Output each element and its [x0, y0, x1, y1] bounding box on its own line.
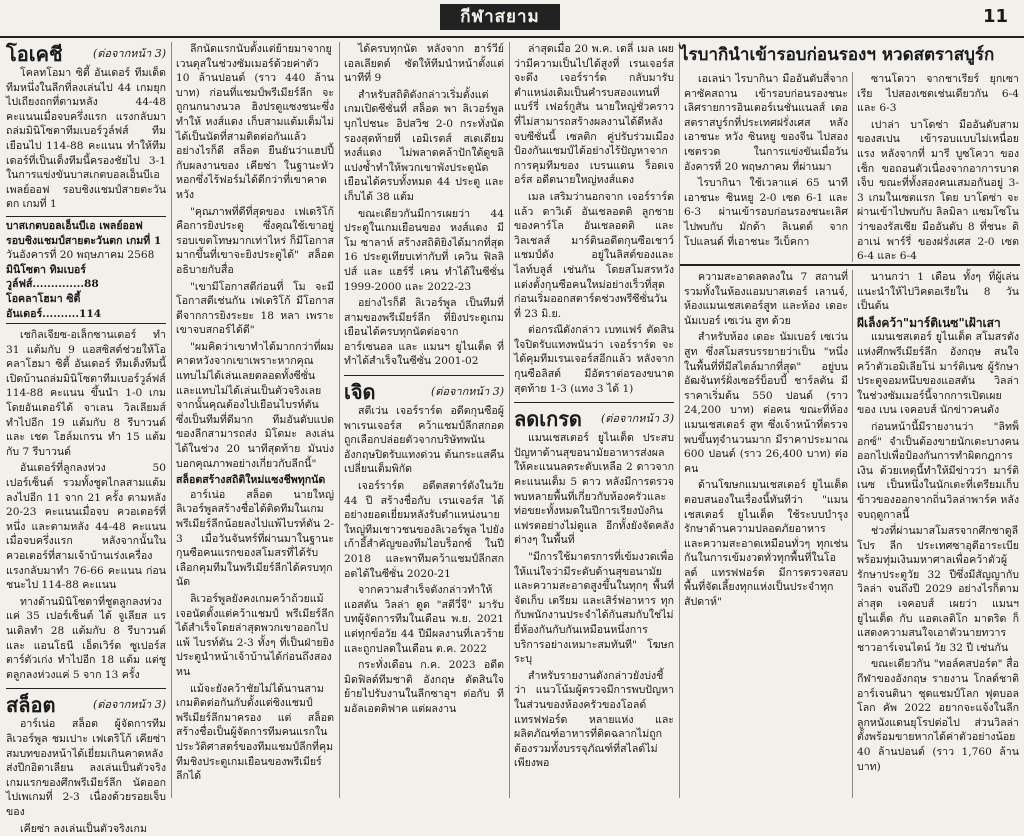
article-paragraph: อาร์เน่อ สล็อต นายใหญ่ลิเวอร์พูลสร้างชื่อได้ติดทีมในเกมพรีเมียร์ลีกน้อยลงไปแพ้ไบรท์ตัน 2-3 เมื่อวันจันทร์ที่ผ่านมาในฐานะกุนซือคนแรกของสโมสรที่ได้รับเลือกคุมทีมในพรีเมียร์ลีกได้ครบทุกนัด: [176, 488, 334, 590]
column-rule: [679, 42, 680, 798]
article-paragraph: สำหรับสถิติดังกล่าวเริ่มตั้งแต่เกมเปิดซีซั่นที่ สล็อต พา ลิเวอร์พูล บุกไปชนะ อิปสวิช 2-0 กระทั่งนัดรองสุดท้ายที่ เอมิเรตส์ สเตเดียม หงส์แดง ไม่พลาดคล้าปักใต้ดูขลิแปงซ้ำทำให้พวกเขาพังประตูนัดเยือนได้ครบทั้งหมด 44 ประตู และเก็บได้ 38 แต้ม: [344, 88, 504, 205]
article-headline: โอเคชี (ต่อจากหน้า 3): [6, 42, 166, 66]
section-divider: [6, 688, 166, 836]
section-title: กีฬาสยาม: [440, 4, 560, 30]
article-paragraph: ขณะเดียวกัน "ทอล์คสปอร์ต" สื่อกีฬาของอังกฤษ รายงาน โกลด์ชาติอาร์เจนตินา ชุดแชมป์โลก ฟุตบอลโลก คัพ 2022 อยากจะแจ้งในลีกลูกหนังแดนยุโรปต่อไป ส่วนวิลล่าตั้งพร้อมขายหากได้ค่าตัวอย่างน้อย 40 ล้านปอนด์ (ราว 1,760 ล้านบาท): [857, 657, 1019, 774]
article-paragraph: อย่างไรก็ดี ลิเวอร์พูล เป็นทีมที่สามของพรีเมียร์ลีก ที่ยิงประตูเกมเยือนได้ครบทุกนัดต่อจากอาร์เซนอล และ แมนฯ ยูไนเต็ด ที่ทำได้สำเร็จในซีซั่น 2001-02: [344, 296, 504, 369]
article-paragraph: แมนเชสเตอร์ ยูไนเต็ด ประสบปัญหาด้านสุขอนามัยอาหารส่งผลให้คะแนนลดระดับเหลือ 2 ดาวจากคะแนนเต็ม 5 ดาว หลังมีการตรวจพบหลายพื้นที่เกี่ยวกับห้องครัวและท่อขยะทั้งหมดในปีการเรียงบังกิน แฟรตอย่างไม่ดูแล อีกทั้งยังจัดคลังต่างๆ ในพื้นที่: [514, 431, 674, 548]
column-1: [6, 42, 166, 798]
article-paragraph: ทางด้านมินิโซตาที่ชูตลูกลงห่วงแค่ 35 เปอร์เซ็นต์ ได้ จูเลียส แรนเดิลทำ 28 แต้มกับ 8 รีบาวนด์ และ แอนโธนี เอ็ดเวิร์ด ซูเปอร์สตาร์ตัวเก่ง ทำไปอีก 18 แต้ม แต่ชูตลูกลงห่วงแค่ 5 จาก 13 ครั้ง: [6, 595, 166, 683]
article-paragraph: โคลทโอมา ซิตี้ อันเดอร์ ทีมเด็ดทีมหนึ่งในลีกที่ลงเล่นไป 44 เกมยุกไปเถียงถกที่ตามหลัง 44-48 คะแนนเมื่อจบครึ่งแรก แรงกลับมาถล่มมินิโซตาทีมเบอร์วูล์ฟส์ ทีมเยือนไป 114-88 คะแนน ทำให้ทีมเดอร์ที่เป็นเด็งทีมนี้ครองชัยไป 3-1 ในการแข่งขันบาสเกตบอลเอ็นบีเอ เพลย์ออฟ รอบชิงแชมป์สายตะวันตก เกมที่ 1: [6, 66, 166, 212]
tennis-headline: ไรบากินำเข้ารอบก่อนรองฯ หวดสตราสบูร์ก: [680, 44, 1018, 66]
article-paragraph: เปาล่า บาโดซ่า มืออันดับสามของสเปน เข้ารอบแบบไม่เหนื่อยแรง หลังจากที่ มารี บูซโควา ของเช็ก ขอถอนตัวเนื่องจากอาการบาดเจ็บ ขณะที่ทั้งสองคนเสมอกันอยู่ 3-3 เกมในเซตแรก โดย บาโดซ่า จะผ่านเข้าไปพบกับ ลิลมิลา แซมโซโนว่าของรัสเซีย มืออันดับ 8 ที่ชนะ ดิอาเน่ พาร์รี่ ของฝรั่งเศส 2-0 เซต 6-4 และ 6-4: [857, 118, 1019, 264]
article-paragraph: ไรบากินา ใช้เวลาแค่ 65 นาที เอาชนะ ซินหยู 2-0 เซต 6-1 และ 6-3 ผ่านเข้ารอบก่อนรองชนะเลิศ ไปพบกับ มักด้า ลิเนตต์ จากโปแลนด์ ที่เอาชนะ วีเบ็คกา: [684, 176, 848, 249]
article-headline: เจิด (ต่อจากหน้า 3): [344, 380, 504, 404]
continuation-note: (ต่อจากหน้า 3): [93, 42, 166, 66]
article-paragraph: แม้จะยังคว้าชัยไม่ได้นานสามเกมติดต่อกันกับตั้งแต่ชิงแชมป์พรีเมียร์ลีกมาครอง แต่ สล็อต สร้างชื่อเป็นผู้จัดการทีมคนแรกในประวัติศาสตร์ของทีมแชมป์ลีกที่คุมทีมชิงประตูเกมเยือนของพรีเมียร์ลีกได้: [176, 682, 334, 784]
article-paragraph: สตีเว่น เจอร์ราร์ด อดีตกุนซือผู้พาเรนเจอร์ส คว้าแชมป์ลีกสกอต ถูกเลือกปล่อยตัวจากบริษัทพนันอังกฤษปิดรับแทงด่วน ต้นกระแสคืนเปลี่ยนเต็มพิกัด: [344, 404, 504, 477]
quote-paragraph: "มีการใช้มาตรการที่เข้มงวดเพื่อให้แน่ใจว่ามีระดับด้านสุขอนามัย และความสะอาดสูงขึ้นในทุกๆ พื้นที่จัดเก็บ เตรียม และเสิร์ฟอาหาร ทุกกับพนักงานประจำได้กันสมกับใช่ไม่ยี่ห้องกันกับกันเหมือนหนึ่งการบริการอย่างเหมาะสมทันที" โฆษก ระบุ: [514, 550, 674, 667]
column-rule: [171, 42, 172, 798]
column-3: [344, 42, 504, 798]
article-paragraph: ได้ครบทุกนัด หลังจาก ฮาร์วีย์ เอลเลียตต์ ซัดให้ทีมนำหน้าตั้งแต่นาทีที่ 9: [344, 42, 504, 86]
article-paragraph: ล่าสุดเมื่อ 20 พ.ค. เดลี่ เมล เผยว่ามีความเป็นไปได้สูงที่ เรนเจอร์สจะดึง เจอร์ราร์ด กลับมารับตำแหน่งเดิมเป็นคำรบสองแทนที่ แบร์รี่ เฟอร์กูสัน นายใหญ่ชั่วคราวที่ไม่สามารถสร้างผลงานได้ดีหลังจบซีซั่นนี้ เซลติก คู่ปรับร่วมเมืองป้องกันแชมป์ได้อย่างไร้ปัญหาจากการคุมทีมของ เบรนแดน ร็อดเจอร์ส อดีตนายใหญ่หงส์แดง: [514, 42, 674, 188]
subheading: ผีเล็งคว้า"มาร์ติเนซ"เฝ้าเสา: [857, 316, 1019, 331]
column-2: [176, 42, 334, 798]
article-paragraph: จากความสำเร็จดังกล่าวทำให้แอสตัน วิลล่า ดูด "สตีวี่จี" มารับบทผู้จัดการทีมในเดือน พ.ย. 2021 แต่ทุกข์อวัย 44 ปีมีผลงานที่เลวร้าย และถูกปลดในเดือน ต.ค. 2022: [344, 583, 504, 656]
column-5: [684, 72, 848, 262]
score-box-line: บาสเกตบอลเอ็นบีเอ เพลย์ออฟ: [6, 219, 166, 234]
section-rule: [680, 264, 1020, 266]
continuation-note: (ต่อจากหน้า 3): [93, 693, 166, 717]
column-6: [857, 72, 1019, 262]
article-paragraph: ลีกนัดแรกนับตั้งแต่ย้ายมาจากยูเวนตุสในช่วงซัมเมอร์ด้วยค่าตัว 10 ล้านปอนด์ (ราว 440 ล้านบาท) ก่อนที่แชมป์พรีเมียร์ลีก จะถูกนกนางนวล ฮิงปรตูแซงชนะซึ่งทำให้ หงส์แดง เก็บสามแต้มเต็มไม่ได้เป็นนัดที่สามติดต่อกันแล้ว อย่างไรก็ดี สล็อต ยืนยันว่าแฮปปี้กับผลงานของ เคียซ่า ในฐานะหัวหอกซึ่งไร้ฟอร์มได้ดีกว่าที่เขาคาดหวัง: [176, 42, 334, 203]
score-box-line: วันอังคารที่ 20 พฤษภาคม 2568: [6, 248, 166, 263]
article-paragraph: ลิเวอร์พูลยังคงเกมคว้าถ้วยแม้เจอนัดตั้งแต่คว้าแชมป์ พรีเมียร์ลีก ได้สำเร็จโดยล่าสุดพวกเขาออกไปแพ้ ไบรท์ตัน 2-3 ทั้งๆ ที่เป็นฝ่ายยิงประตูนำหน้าเจ้าบ้านได้ก่อนถึงสองหน: [176, 592, 334, 680]
score-box: [6, 216, 166, 324]
score-line: โอคลาโฮมา ซิตี้ อันเดอร์..........114: [6, 292, 166, 321]
article-paragraph: อาร์เน่อ สล็อต ผู้จัดการทีมลิเวอร์พูล ชมเปาะ เฟเดริโก้ เคียซ่า สมบทของหน้าได้เยี่ยมเกินคาดหลังส่งปีกอิตาเลียน ลงเล่นเป็นตัวจริงเกมแรกของศึกพรีเมียร์ลีก นัดออกไปเพเกมที่ 2-3 เนื่องด้วยรอยเจ็บของ: [6, 717, 166, 819]
quote-paragraph: "ผมคิดว่าเขาทำได้มากกว่าที่ผมคาดหวังจากเขาเพราะหากคุณแทบไม่ได้เล่นเลยตลอดทั้งซีซั่น และแทบไม่ได้เล่นเป็นตัวจริงเลย จากนั้นคุณต้องไปเยือนไบรท์ตัน ซึ่งเป็นทีมที่ดีมาก ทีมอันดับแปดของลีกสามารถส่ง มิโตมะ ลงเล่นได้ในช่วง 20 นาทีสุดท้าย มันบ่งบอกคุณภาพอย่างเกี่ยวกับลีกนี้": [176, 340, 334, 471]
article-headline: สล็อต (ต่อจากหน้า 3): [6, 693, 166, 717]
score-line: มินิโซตา ทิมเบอร์วูล์ฟส์..............88: [6, 263, 166, 292]
section-divider: [514, 402, 674, 771]
article-paragraph: ต่อกรณีดังกล่าว เบทแฟร์ ตัดสินใจปิดรับแทงพนันว่า เจอร์ราร์ด จะได้คุมทีมเรนเจอร์สอีกแล้ว หลังจากกุนซือลิสต์ มีอัตราต่อรองขนาดสุดท้าย 1-3 (แทง 3 ได้ 1): [514, 323, 674, 396]
article-paragraph: นานกว่า 1 เดือน ทั้งๆ ที่ผู้เล่นแนะนำให้ไปวิคตอเรียใน 8 วัน เป็นต้น: [857, 270, 1019, 314]
column-7: [684, 270, 848, 796]
article-paragraph: ความสะอาดลดลงใน 7 สถานที่ รวมทั้งในห้องแอมบาสเดอร์ เลานจ์, ห้องแมนเชสเตอร์สูท และห้อง เดอะ นัมเบอร์ เซเว่น สูท ด้วย: [684, 270, 848, 328]
article-paragraph: เมล เสริมว่านอกจาก เจอร์ราร์ด แล้ว ดาวิเด้ อันเชลอตติ ลูกชายของคาร์โล อันเชลอตติ และ วิลเชลส์ มาร์ตินอดีตกุนซือเชาว์แชมป์ดัง อยู่ในลิสต์ของและ ไลท์บลูส์ เช่นกัน โดยสโมสรหวังแต่งตั้งกุนซือคนใหม่อย่างเร็วที่สุดก่อนเริ่มออกสตาร์ตช่วงพรีซีซั่นวันที่ 23 มิ.ย.: [514, 190, 674, 321]
score-box-line: รอบชิงแชมป์สายตะวันตก เกมที่ 1: [6, 234, 166, 249]
article-paragraph: ก่อนหน้านี้มีรายงานว่า "ลิทพ็อกซ์" จำเป็นต้องขายนักเตะบางคนออกไปเพื่อป้องกันการทำผิดกฎการเงิน ด้วยเหตุนี้ทำให้มีข่าวว่า มาร์ติเนซ เป็นหนึ่งในนักเตะที่เตรียมเก็บข้าวของออกจากถิ่นวิลล่าพาร์ค หลังจบฤดูกาลนี้: [857, 420, 1019, 522]
article-paragraph: ซานโดวา จากชาเรียร์ ยุกเซาเรีย ไปสองเซตเช่นเดียวกัน 6-4 และ 6-3: [857, 72, 1019, 116]
column-rule: [852, 72, 853, 262]
column-rule: [509, 42, 510, 798]
column-4: [514, 42, 674, 798]
continuation-note: (ต่อจากหน้า 3): [431, 380, 504, 404]
article-paragraph: กระทั่งเดือน ก.ค. 2023 อดีตมิดฟิลด์ทีมชาติ อังกฤษ ตัดสินใจย้ายไปรับงานในลีกซาอุฯ ต่อกับ ทีมอัลเอตติฟาค แต่ผลงาน: [344, 658, 504, 716]
quote-paragraph: "คุณภาพที่ดีที่สุดของ เฟเดริโก้ คือการยิงประตู ซึ่งคุณใช้เขาอยู่รอบเขตโทษมากเท่าไหร่ ก็มีโอกาสมากขึ้นที่เขาจะยิงประตูได้" สล็อต อธิบายกับสื่อ: [176, 205, 334, 278]
article-paragraph: เจอร์ราร์ด อดีตสตาร์ดังในวัย 44 ปี สร้างชื่อกับ เรนเจอร์ส ได้อย่างยอดเยี่ยมหลังรับตำแหน่งนายใหญ่ทีมเชาวชนของลิเวอร์พูล ไปยังเก้าอี้สำคัญของทีมไอบร็อกซ์ ในปี 2018 และพาทีมคว้าแชมป์ลีกสกอตได้ในซีซั่น 2020-21: [344, 479, 504, 581]
article-paragraph: เอเลน่า ไรบากินา มืออันดับสี่จากคาซัคสถาน เข้ารอบก่อนรองชนะเลิศรายการอินเตอร์เนชั่นแนลส์ เดอ สตราสบูร์กที่ประเทศฝรั่งเศส หลังเอาชนะ หวัง ซินหยู ของจีน ไปสองเซตรวด ในการแข่งขันเมื่อวันอังคารที่ 20 พฤษภาคม ที่ผ่านมา: [684, 72, 848, 174]
article-paragraph: แมนเชสเตอร์ ยูไนเต็ด สโมสรดังแห่งศึกพรีเมียร์ลีก อังกฤษ สนใจคว้าตัวเอมิเลียโน่ มาร์ติเนซ ผู้รักษาประตูจอมหนึบของแอสตัน วิลล่า ในช่วงซัมเมอร์นี้จากการเปิดเผยของ เบน เจคอบส์ นักข่าวคนดัง: [857, 330, 1019, 418]
article-paragraph: สำหรับรายงานดังกล่าวยังบ่งชี้ว่า แนวโน้มผู้ตรวจมีการพบปัญหาในส่วนของห้องครัวของโอลด์ แทรฟฟอร์ด หลายแห่ง และผลิตภัณฑ์อาหารที่ติดฉลากไม่ถูกต้องรวมทั้งบรรจุภัณฑ์ที่สไลด์ไม่เพียงพอ: [514, 669, 674, 771]
quote-paragraph: ด้านโฆษกแมนเชสเตอร์ ยูไนเต็ด ตอบสนองในเรื่องนี้ทันทีว่า "แมนเชสเตอร์ ยูไนเต็ด ใช้ระบบบำรุงรักษาด้านความปลอดภัยอาหาร และความสะอาดเหมือนทั่วๆ ทุกเช่นกันในการเข้มงวดทั่วทุกพื้นที่ในโอลด์ แทรฟฟอร์ด มีการตรวจสอบพื้นที่จัดเลี้ยงทุกแห่งเป็นประจำทุกสัปดาห์": [684, 478, 848, 609]
article-paragraph: ช่วงที่ผ่านมาสโมสรจากศึกชาดูลีโปร ลีก ประเทศซาอุดีอาระเบีย พร้อมทุ่มเงินมหาศาลเพื่อคว้าตัวผู้รักษาประตูวัย 32 ปีซึ่งมีสัญญากับวิลล่า จนถึงปี 2029 อย่างไรก็ตาม ล่าสุด เจคอบส์ เผยว่า แมนฯ ยูไนเต็ด กับ แอตเลติโก มาดริด ก็แสดงความสนใจเอาตัวนายทวารชาวอาร์เจนไตน์ วัย 32 ปี เช่นกัน: [857, 524, 1019, 655]
column-rule: [339, 42, 340, 798]
page-number: 11: [983, 6, 1008, 27]
article-paragraph: เคียซ่า ลงเล่นเป็นตัวจริงเกม: [6, 822, 166, 836]
article-paragraph: ขณะเดียวกันมีการเผยว่า 44 ประตูในเกมเยือนของ หงส์แดง มี โม ซาลาห์ สร้างสถิติยิงได้มากที่สุด 16 ประตูเทียบเท่ากับที่ เควิน ฟิลลิปส์ และ แฮร์รี่ เคน ทำได้ในซีซั่น 1999-2000 และ 2022-23: [344, 207, 504, 295]
article-paragraph: สำหรับห้อง เดอะ นัมเบอร์ เซเว่น สูท ซึ่งสโมสรบรรยายว่าเป็น "หนึ่งในพื้นที่ที่มีสไตล์มากที่สุด" อยู่บนอัฒจันทร์ฝั่งเซอร์บ็อบบี้ ชาร์ลตัน มีราคาเริ่มต้น 550 ปอนด์ (ราว 24,200 บาท) ต่อคน ขณะที่ห้อง แมนเชสเตอร์ สูท ซึ่งเจ้าหน้าที่ตรวจพบขึ้นทุจำนวนมาก มีราคาประมาณ 600 ปอนด์ (ราว 26,400 บาท) ต่อคน: [684, 330, 848, 476]
column-rule: [852, 270, 853, 798]
article-paragraph: อันเดอร์ที่ลูกลงห่วง 50 เปอร์เซ็นต์ รวมทั้งชูตไกลสามแต้มลงไปอีก 11 จาก 21 ครั้ง ตามหลัง 20-23 คะแนนเมื่อจบ ควอเตอร์ที่หนึ่ง และตามหลัง 44-48 คะแนนเมื่อจบครึ่งแรก หลังจากนั้นในควอเตอร์ที่สามเจ้าบ้านเร่งเครื่องแรงกลับมาทำ 76-66 คะแนน ก่อนชนะไป 114-88 คะแนน: [6, 461, 166, 592]
masthead: [0, 0, 1024, 38]
subheading: สล็อตสร้างสถิติใหม่แซงชีพทุกนัด: [176, 473, 334, 488]
article-headline: ลดเกรด (ต่อจากหน้า 3): [514, 407, 674, 431]
quote-paragraph: "เขามีโอกาสดีก่อนที่ โม จะมีโอกาสดีเช่นกัน เฟเดริโก้ มีโอกาสดีจากการยิงระยะ 18 หลา เพราะเขาจบสกอร์ได้ดี": [176, 280, 334, 338]
masthead-rule: [0, 36, 1024, 38]
section-divider: [344, 375, 504, 716]
continuation-note: (ต่อจากหน้า 3): [601, 407, 674, 431]
article-paragraph: เชกิลเจียซ-อเล็กซานเดอร์ ทำ 31 แต้มกับ 9 แอสซิสต์ช่วยให้โอคลาโฮมา ซิตี้ อันเดอร์ ทีมเด็งทีมนี้ เปิดบ้านถล่มมินิโซตาทีมเบอร์วูล์ฟส์ 114-88 คะแนน ขึ้นนำ 1-0 เกม โดยอันเดอร์ได้ จาเลน วิลเลียมส์ ทำไปอีก 19 แต้มกับ 8 รีบาวนด์ และ เชต โฮล์มเกรน ทำ 15 แต้มกับ 7 รีบาวนด์: [6, 328, 166, 459]
column-8: [857, 270, 1019, 796]
